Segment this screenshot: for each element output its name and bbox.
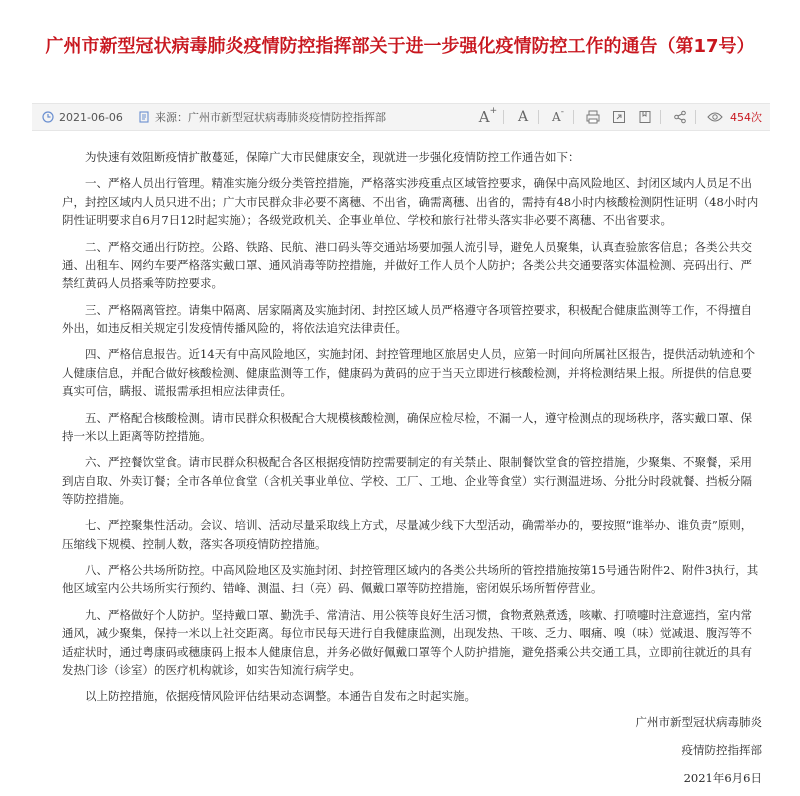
intro-paragraph: 为快速有效阻断疫情扩散蔓延，保障广大市民健康安全，现就进一步强化疫情防控工作通告如下： [85,150,580,164]
article-title: 广州市新型冠状病毒肺炎疫情防控指挥部关于进一步强化疫情防控工作的通告（第17号） [45,36,755,57]
body-paragraph-4: 四、严格信息报告。近14天有中高风险地区，实施封闭、封控管理地区旅居史人员，应第一时间向所属社区报告，提供活动轨迹和个人健康信息，并配合做好核酸检测、健康监测等工作，健康码为黄码的应于当天立即进行核酸检测，并将检测结果上报。所提供的信息要真实可信，瞒报、谎报需承担相应法律责任。 [62,347,756,399]
article-meta-bar [32,103,770,131]
signature-date: 2021年6月6日 [683,771,762,785]
divider [503,110,504,124]
body-paragraph-3: 三、严格隔离管控。请集中隔离、居家隔离及实施封闭、封控区域人员严格遵守各项管控要求，积极配合健康监测等工作，不得擅自外出，如违反相关规定引发疫情传播风险的，将依法追究法律责任。 [62,302,752,335]
body-paragraph-6: 六、严控餐饮堂食。请市民群众积极配合各区根据疫情防控需要制定的有关禁止、限制餐饮堂食的管控措施，少聚集、不聚餐，采用到店自取、外卖订餐；全市各单位食堂（含机关事业单位、学校、工厂、工地、企业等食堂）实行测温进场、分批分时段就餐、挡板分隔等防控措施。 [62,455,752,506]
body-paragraph-2: 二、严格交通出行防控。公路、铁路、民航、港口码头等交通站场要加强人流引导，避免人员聚集，认真查验旅客信息；各类公共交通、出租车、网约车要严格落实戴口罩、通风消毒等防控措施，并做好工作人员个人防护；各类公共交通要落实体温检测、亮码出行、严禁红黄码人员搭乘等防控要求。 [62,239,752,291]
publish-date [42,104,123,130]
article-toolbar [473,104,762,130]
share-alt-icon[interactable] [608,104,630,130]
body-paragraph-7: 七、严控聚集性活动。会议、培训、活动尽量采取线上方式，尽量减少线下大型活动，确需举办的，要按照“谁举办、谁负责”原则，压缩线下规模、控制人数，落实各项疫情防控措施。 [62,518,753,551]
signature-org-line2: 疫情防控指挥部 [681,743,762,757]
divider [695,110,696,124]
signature-org-line1: 广州市新型冠状病毒肺炎 [635,715,762,729]
body-paragraph-5: 五、严格配合核酸检测。请市民群众积极配合大规模核酸检测，确保应检尽检，不漏一人，遵守检测点的现场秩序，落实戴口罩、保持一米以上距离等防控措施。 [62,410,752,443]
source-label: 来源： [155,111,188,124]
divider [660,110,661,124]
article-body [62,148,762,706]
clock-icon [42,111,54,123]
divider [538,110,539,124]
document-icon [138,111,150,123]
divider [573,110,574,124]
closing-paragraph: 以上防控措施，依据疫情风险评估结果动态调整。本通告自发布之时起实施。 [85,689,476,704]
view-count: 454次 [730,111,762,124]
collect-icon[interactable] [634,104,656,130]
body-paragraph-9: 九、严格做好个人防护。坚持戴口罩、勤洗手、常清洁、用公筷等良好生活习惯，食物煮熟煮透，咳嗽、打喷嚏时注意遮挡，室内常通风，减少聚集，保持一米以上社交距离。每位市民每天进行自我健康监测，出现发热、干咳、乏力、咽痛、嗅（味）觉减退、腹泻等不适症状时，通过粤康码或穗康码上报本人健康信息，并务必做好佩戴口罩等个人防护措施，避免搭乘公共交通工具，立即前往就近的具有发热门诊（诊室）的医疗机构就诊，如实告知流行病学史。 [62,607,752,677]
article-source [138,104,386,130]
share-icon[interactable] [669,104,691,130]
eye-icon [704,104,726,130]
publish-date-text: 2021-06-06 [59,110,123,124]
source-name: 广州市新型冠状病毒肺炎疫情防控指挥部 [188,111,386,124]
print-icon[interactable] [582,104,604,130]
body-paragraph-8: 八、严格公共场所防控。中高风险地区及实施封闭、封控管理区域内的各类公共场所的管控措施按第15号通告附件2、附件3执行，其他区域室内公共场所实行预约、错峰、测温、扫（亮）码、佩戴口罩等防控措施，密闭娱乐场所暂停营业。 [62,563,759,596]
font-decrease-icon[interactable]: A - [552,107,564,124]
body-paragraph-1: 一、严格人员出行管理。精准实施分级分类管控措施，严格落实涉疫重点区域管控要求，确保中高风险地区、封闭区域内人员足不出户，封控区域内人员只进不出；广大市民群众非必要不离穗、不出省，确需离穗、出省的，需持有48小时内核酸检测阴性证明（48小时内阴性证明要求自6月7日12时起实施）；各级党政机关、企事业单位、学校和旅行社带头落实非必要不离穗、不出省要求。 [62,176,759,228]
font-increase-icon[interactable]: A + [478,106,498,126]
font-normal-icon[interactable]: A [517,109,529,125]
